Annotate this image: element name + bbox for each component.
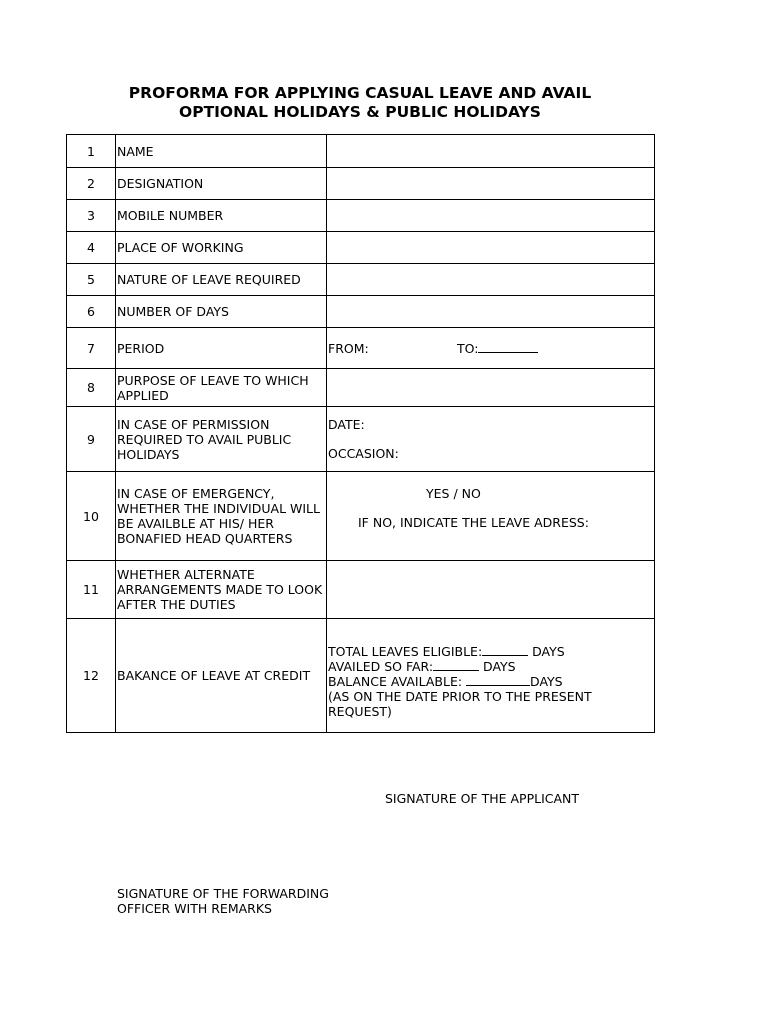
row-number: 12 (67, 619, 116, 733)
number-of-days-field[interactable] (327, 296, 655, 328)
table-row (67, 472, 655, 561)
leave-form-table (66, 134, 655, 733)
occasion-label: OCCASION: (328, 446, 399, 461)
row-number: 2 (67, 168, 116, 200)
row-number: 11 (67, 561, 116, 619)
leave-address-label: IF NO, INDICATE THE LEAVE ADRESS: (358, 515, 589, 530)
table-row (67, 168, 655, 200)
row-label-days: NUMBER OF DAYS (116, 296, 327, 328)
total-leaves-line (328, 644, 653, 659)
form-title-line2: OPTIONAL HOLIDAYS & PUBLIC HOLIDAYS (179, 103, 541, 121)
leave-balance-field[interactable] (327, 619, 655, 733)
table-row (67, 619, 655, 733)
balance-unit: DAYS (530, 674, 563, 689)
from-label: FROM: (328, 340, 369, 356)
row-number: 6 (67, 296, 116, 328)
table-row (67, 264, 655, 296)
to-blank[interactable] (478, 341, 538, 353)
balance-note: (AS ON THE DATE PRIOR TO THE PRESENT REQUEST) (328, 689, 592, 719)
row-label-emergency: IN CASE OF EMERGENCY, WHETHER THE INDIVIDUAL WILL BE AVAILBLE AT HIS/ HER BONAFIED HEAD QUARTERS (116, 472, 327, 561)
row-label-nature: NATURE OF LEAVE REQUIRED (116, 264, 327, 296)
row-number: 3 (67, 200, 116, 232)
availed-line (328, 659, 653, 674)
row-number: 1 (67, 135, 116, 168)
row-label-alternate: WHETHER ALTERNATE ARRANGEMENTS MADE TO LOOK AFTER THE DUTIES (116, 561, 327, 619)
purpose-field[interactable] (327, 369, 655, 407)
table-row (67, 232, 655, 264)
date-label: DATE: (328, 417, 365, 432)
row-label-balance: BAKANCE OF LEAVE AT CREDIT (116, 619, 327, 733)
place-of-working-field[interactable] (327, 232, 655, 264)
row-number: 7 (67, 328, 116, 369)
row-label-name: NAME (116, 135, 327, 168)
alternate-arrangements-field[interactable] (327, 561, 655, 619)
row-label-period: PERIOD (116, 328, 327, 369)
row-label-mobile: MOBILE NUMBER (116, 200, 327, 232)
nature-of-leave-field[interactable] (327, 264, 655, 296)
signature-of-applicant: SIGNATURE OF THE APPLICANT (385, 791, 580, 806)
availed-blank[interactable] (433, 659, 479, 671)
table-row (67, 296, 655, 328)
designation-field[interactable] (327, 168, 655, 200)
row-label-place: PLACE OF WORKING (116, 232, 327, 264)
row-number: 8 (67, 369, 116, 407)
table-row (67, 561, 655, 619)
table-row (67, 200, 655, 232)
total-leaves-label: TOTAL LEAVES ELIGIBLE: (328, 644, 483, 659)
row-number: 5 (67, 264, 116, 296)
row-label-purpose: PURPOSE OF LEAVE TO WHICH APPLIED (116, 369, 327, 407)
form-title (66, 84, 654, 122)
balance-label: BALANCE AVAILABLE: (328, 674, 467, 689)
total-leaves-blank[interactable] (482, 644, 528, 656)
permission-field[interactable] (327, 407, 655, 472)
balance-blank[interactable] (466, 674, 530, 686)
emergency-field[interactable] (327, 472, 655, 561)
table-row (67, 407, 655, 472)
availed-unit: DAYS (479, 659, 516, 674)
table-row (67, 135, 655, 168)
period-field[interactable] (327, 328, 655, 369)
balance-line (328, 674, 653, 689)
row-label-designation: DESIGNATION (116, 168, 327, 200)
yes-no-label: YES / NO (426, 486, 481, 501)
availed-label: AVAILED SO FAR: (328, 659, 434, 674)
table-row (67, 328, 655, 369)
mobile-number-field[interactable] (327, 200, 655, 232)
table-row (67, 369, 655, 407)
total-leaves-unit: DAYS (528, 644, 565, 659)
form-title-line1: PROFORMA FOR APPLYING CASUAL LEAVE AND AVAIL (128, 84, 592, 102)
row-number: 4 (67, 232, 116, 264)
row-number: 10 (67, 472, 116, 561)
row-label-permission: IN CASE OF PERMISSION REQUIRED TO AVAIL PUBLIC HOLIDAYS (116, 407, 327, 472)
row-number: 9 (67, 407, 116, 472)
name-field[interactable] (327, 135, 655, 168)
to-label: TO: (457, 340, 479, 356)
signature-of-forwarding-officer: SIGNATURE OF THE FORWARDING OFFICER WITH REMARKS (117, 886, 329, 916)
